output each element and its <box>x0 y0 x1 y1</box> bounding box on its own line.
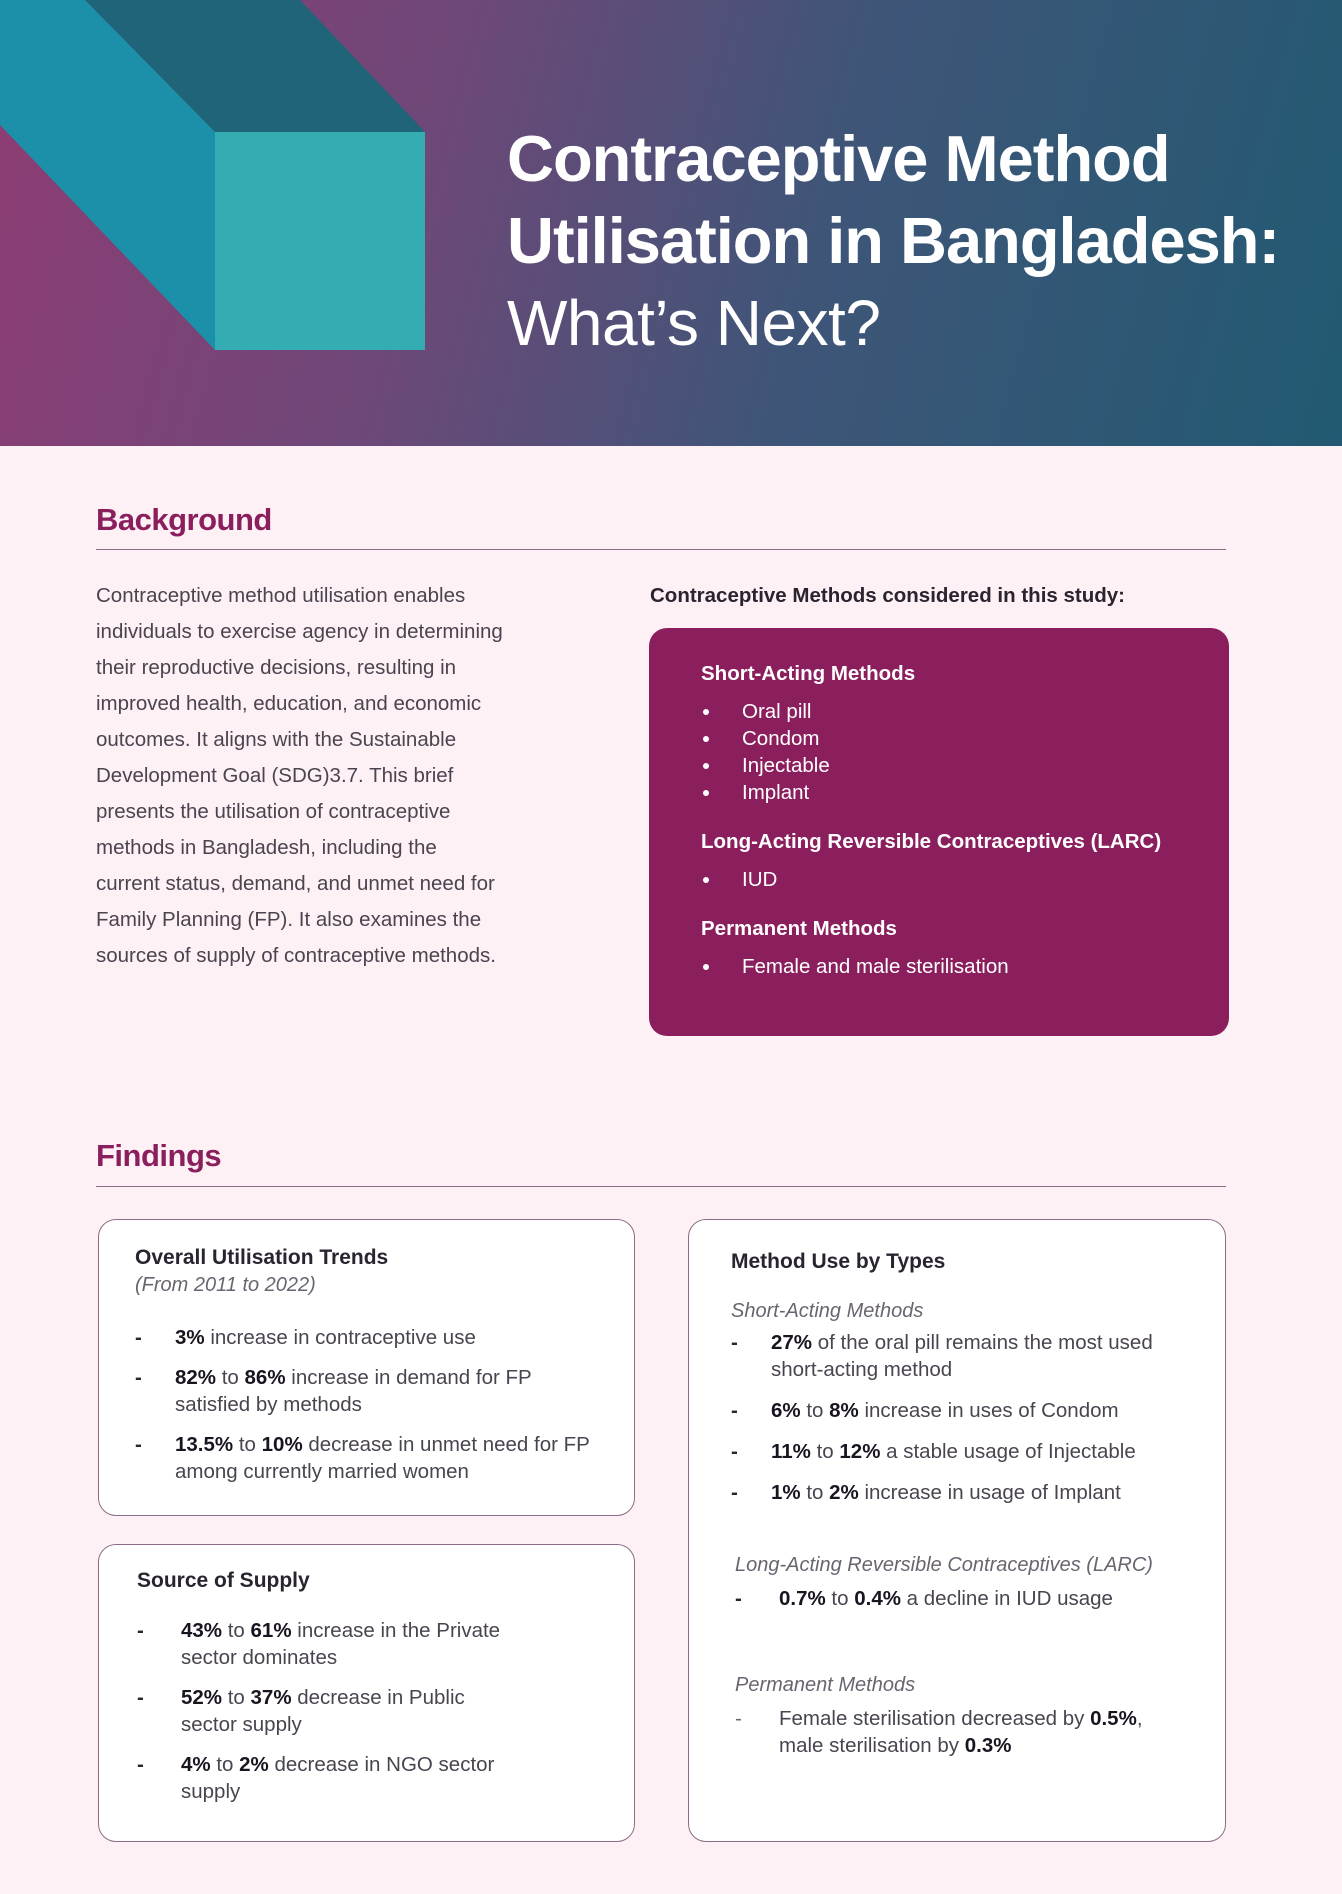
methods-group-title: Permanent Methods <box>701 917 897 940</box>
methods-group-title: Short-Acting Methods <box>701 662 916 685</box>
list-item: - 82% to 86% increase in demand for FP satisfied by methods <box>135 1364 595 1418</box>
header-banner <box>0 0 1342 446</box>
method-item: Condom <box>701 725 1229 752</box>
larc-label: Long-Acting Reversible Contraceptives (LARC) <box>735 1554 1153 1576</box>
utilisation-trends-card <box>98 1219 635 1516</box>
method-item: Implant <box>701 779 1229 806</box>
card-title: Source of Supply <box>137 1569 310 1592</box>
card-title: Method Use by Types <box>731 1250 946 1273</box>
list-item: - 1% to 2% increase in usage of Implant <box>731 1479 1171 1506</box>
method-item: Injectable <box>701 752 1229 779</box>
background-paragraph: Contraceptive method utilisation enables individuals to exercise agency in determining their reproductive decisions, resulting in improved health, education, and economic outcomes. It aligns with the Sustainable Development Goal (SDG)3.7. This brief presents the utilisation of contraceptive methods in Bangladesh, including the current status, demand, and unmet need for Family Planning (FP). It also examines the sources of supply of contraceptive methods. <box>96 584 503 967</box>
methods-panel <box>649 628 1229 1036</box>
findings-divider <box>96 1186 1226 1187</box>
list-item: - 6% to 8% increase in uses of Condom <box>731 1397 1171 1424</box>
short-acting-label: Short-Acting Methods <box>731 1300 924 1322</box>
title-line-2: Utilisation in Bangladesh: <box>507 204 1280 277</box>
methods-group-title: Long-Acting Reversible Contraceptives (LARC) <box>701 830 1162 853</box>
background-divider <box>96 549 1226 550</box>
short-acting-list <box>731 1329 1225 1506</box>
source-of-supply-card <box>98 1544 635 1842</box>
method-item: Oral pill <box>701 698 1229 725</box>
permanent-label: Permanent Methods <box>735 1674 916 1696</box>
list-item: - 27% of the oral pill remains the most used short-acting method <box>731 1329 1171 1383</box>
list-item: - 3% increase in contraceptive use <box>135 1324 595 1351</box>
page-title <box>507 118 1307 364</box>
title-line-3: What’s Next? <box>507 287 881 359</box>
method-use-by-types-card <box>688 1219 1226 1842</box>
methods-list <box>701 866 1229 893</box>
list-item: - 11% to 12% a stable usage of Injectable <box>731 1438 1171 1465</box>
cube-front-face <box>215 132 425 350</box>
card-subtitle: (From 2011 to 2022) <box>135 1274 316 1296</box>
list-item: - 4% to 2% decrease in NGO sector supply <box>137 1751 517 1805</box>
permanent-list <box>731 1705 1225 1759</box>
list-item: - 0.7% to 0.4% a decline in IUD usage <box>735 1585 1175 1612</box>
methods-list <box>701 953 1229 980</box>
list-item: - 43% to 61% increase in the Private sector dominates <box>137 1617 517 1671</box>
findings-heading: Findings <box>96 1138 222 1173</box>
trends-list <box>135 1324 634 1485</box>
methods-caption: Contraceptive Methods considered in this study: <box>650 584 1125 607</box>
method-item: IUD <box>701 866 1229 893</box>
card-title: Overall Utilisation Trends <box>135 1246 389 1269</box>
list-item: - Female sterilisation decreased by 0.5%, male sterilisation by 0.3% <box>735 1705 1175 1759</box>
background-heading: Background <box>96 502 272 537</box>
larc-list <box>731 1585 1225 1612</box>
list-item: - 13.5% to 10% decrease in unmet need for FP among currently married women <box>135 1431 595 1485</box>
list-item: - 52% to 37% decrease in Public sector supply <box>137 1684 517 1738</box>
supply-list <box>137 1617 634 1805</box>
title-line-1: Contraceptive Method <box>507 122 1170 195</box>
methods-list <box>701 698 1229 806</box>
method-item: Female and male sterilisation <box>701 953 1229 980</box>
